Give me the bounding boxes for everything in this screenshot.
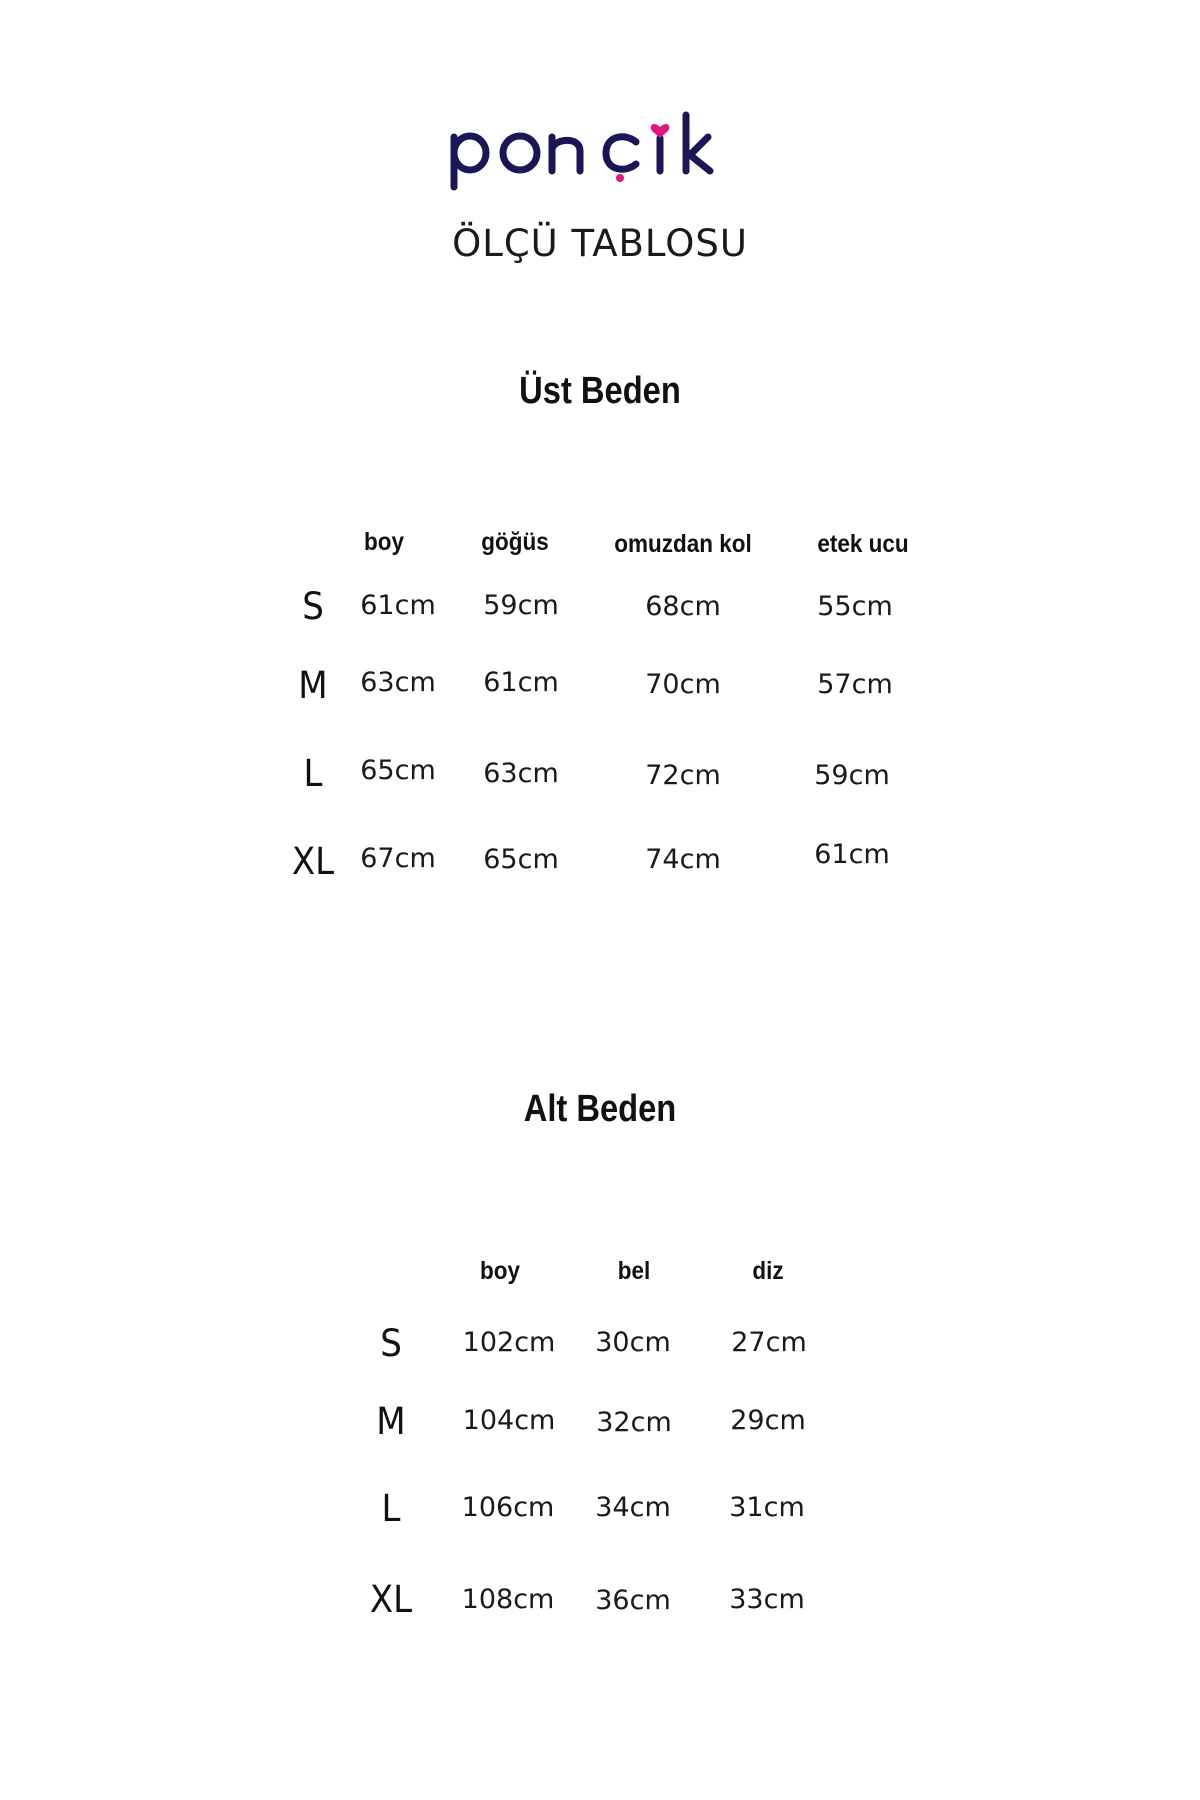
lower-size-label: M <box>376 1400 406 1443</box>
upper-cell: 63cm <box>483 758 559 789</box>
lower-col-header-diz: diz <box>752 1257 784 1285</box>
lower-cell: 27cm <box>731 1327 807 1358</box>
lower-cell: 106cm <box>461 1492 555 1523</box>
lower-cell: 31cm <box>729 1492 805 1523</box>
upper-cell: 70cm <box>645 669 721 700</box>
upper-cell: 67cm <box>360 843 436 874</box>
upper-cell: 74cm <box>645 844 721 875</box>
upper-cell: 61cm <box>360 590 436 621</box>
upper-col-header-etek-ucu: etek ucu <box>817 530 909 558</box>
upper-cell: 61cm <box>814 839 890 870</box>
upper-section-title: Üst Beden <box>519 370 681 412</box>
brand-logo <box>440 105 760 195</box>
lower-cell: 102cm <box>462 1327 556 1358</box>
upper-size-label: L <box>303 752 323 795</box>
upper-col-header-boy: boy <box>363 528 405 556</box>
lower-cell: 36cm <box>595 1585 671 1616</box>
upper-cell: 61cm <box>483 667 559 698</box>
lower-size-label: S <box>380 1322 402 1365</box>
lower-size-label: L <box>381 1487 401 1530</box>
upper-cell: 65cm <box>483 844 559 875</box>
lower-col-header-boy: boy <box>479 1257 521 1285</box>
lower-cell: 30cm <box>595 1327 671 1358</box>
upper-cell: 63cm <box>360 667 436 698</box>
upper-size-label: M <box>298 664 328 707</box>
lower-col-header-bel: bel <box>617 1257 651 1285</box>
upper-cell: 72cm <box>645 760 721 791</box>
upper-cell: 57cm <box>817 669 893 700</box>
lower-cell: 108cm <box>461 1584 555 1615</box>
upper-size-label: XL <box>291 840 335 883</box>
upper-col-header-gogus: göğüs <box>481 528 549 556</box>
upper-cell: 59cm <box>483 590 559 621</box>
upper-cell: 59cm <box>814 760 890 791</box>
lower-cell: 29cm <box>730 1405 806 1436</box>
lower-cell: 104cm <box>462 1405 556 1436</box>
upper-size-label: S <box>302 585 324 628</box>
upper-cell: 68cm <box>645 591 721 622</box>
lower-section-title: Alt Beden <box>523 1088 677 1130</box>
lower-cell: 34cm <box>595 1492 671 1523</box>
lower-cell: 32cm <box>596 1407 672 1438</box>
document-title: ÖLÇÜ TABLOSU <box>452 222 748 265</box>
upper-cell: 55cm <box>817 591 893 622</box>
upper-cell: 65cm <box>360 755 436 786</box>
upper-col-header-omuzdan-kol: omuzdan kol <box>614 530 752 558</box>
lower-size-label: XL <box>369 1578 413 1621</box>
lower-cell: 33cm <box>729 1584 805 1615</box>
